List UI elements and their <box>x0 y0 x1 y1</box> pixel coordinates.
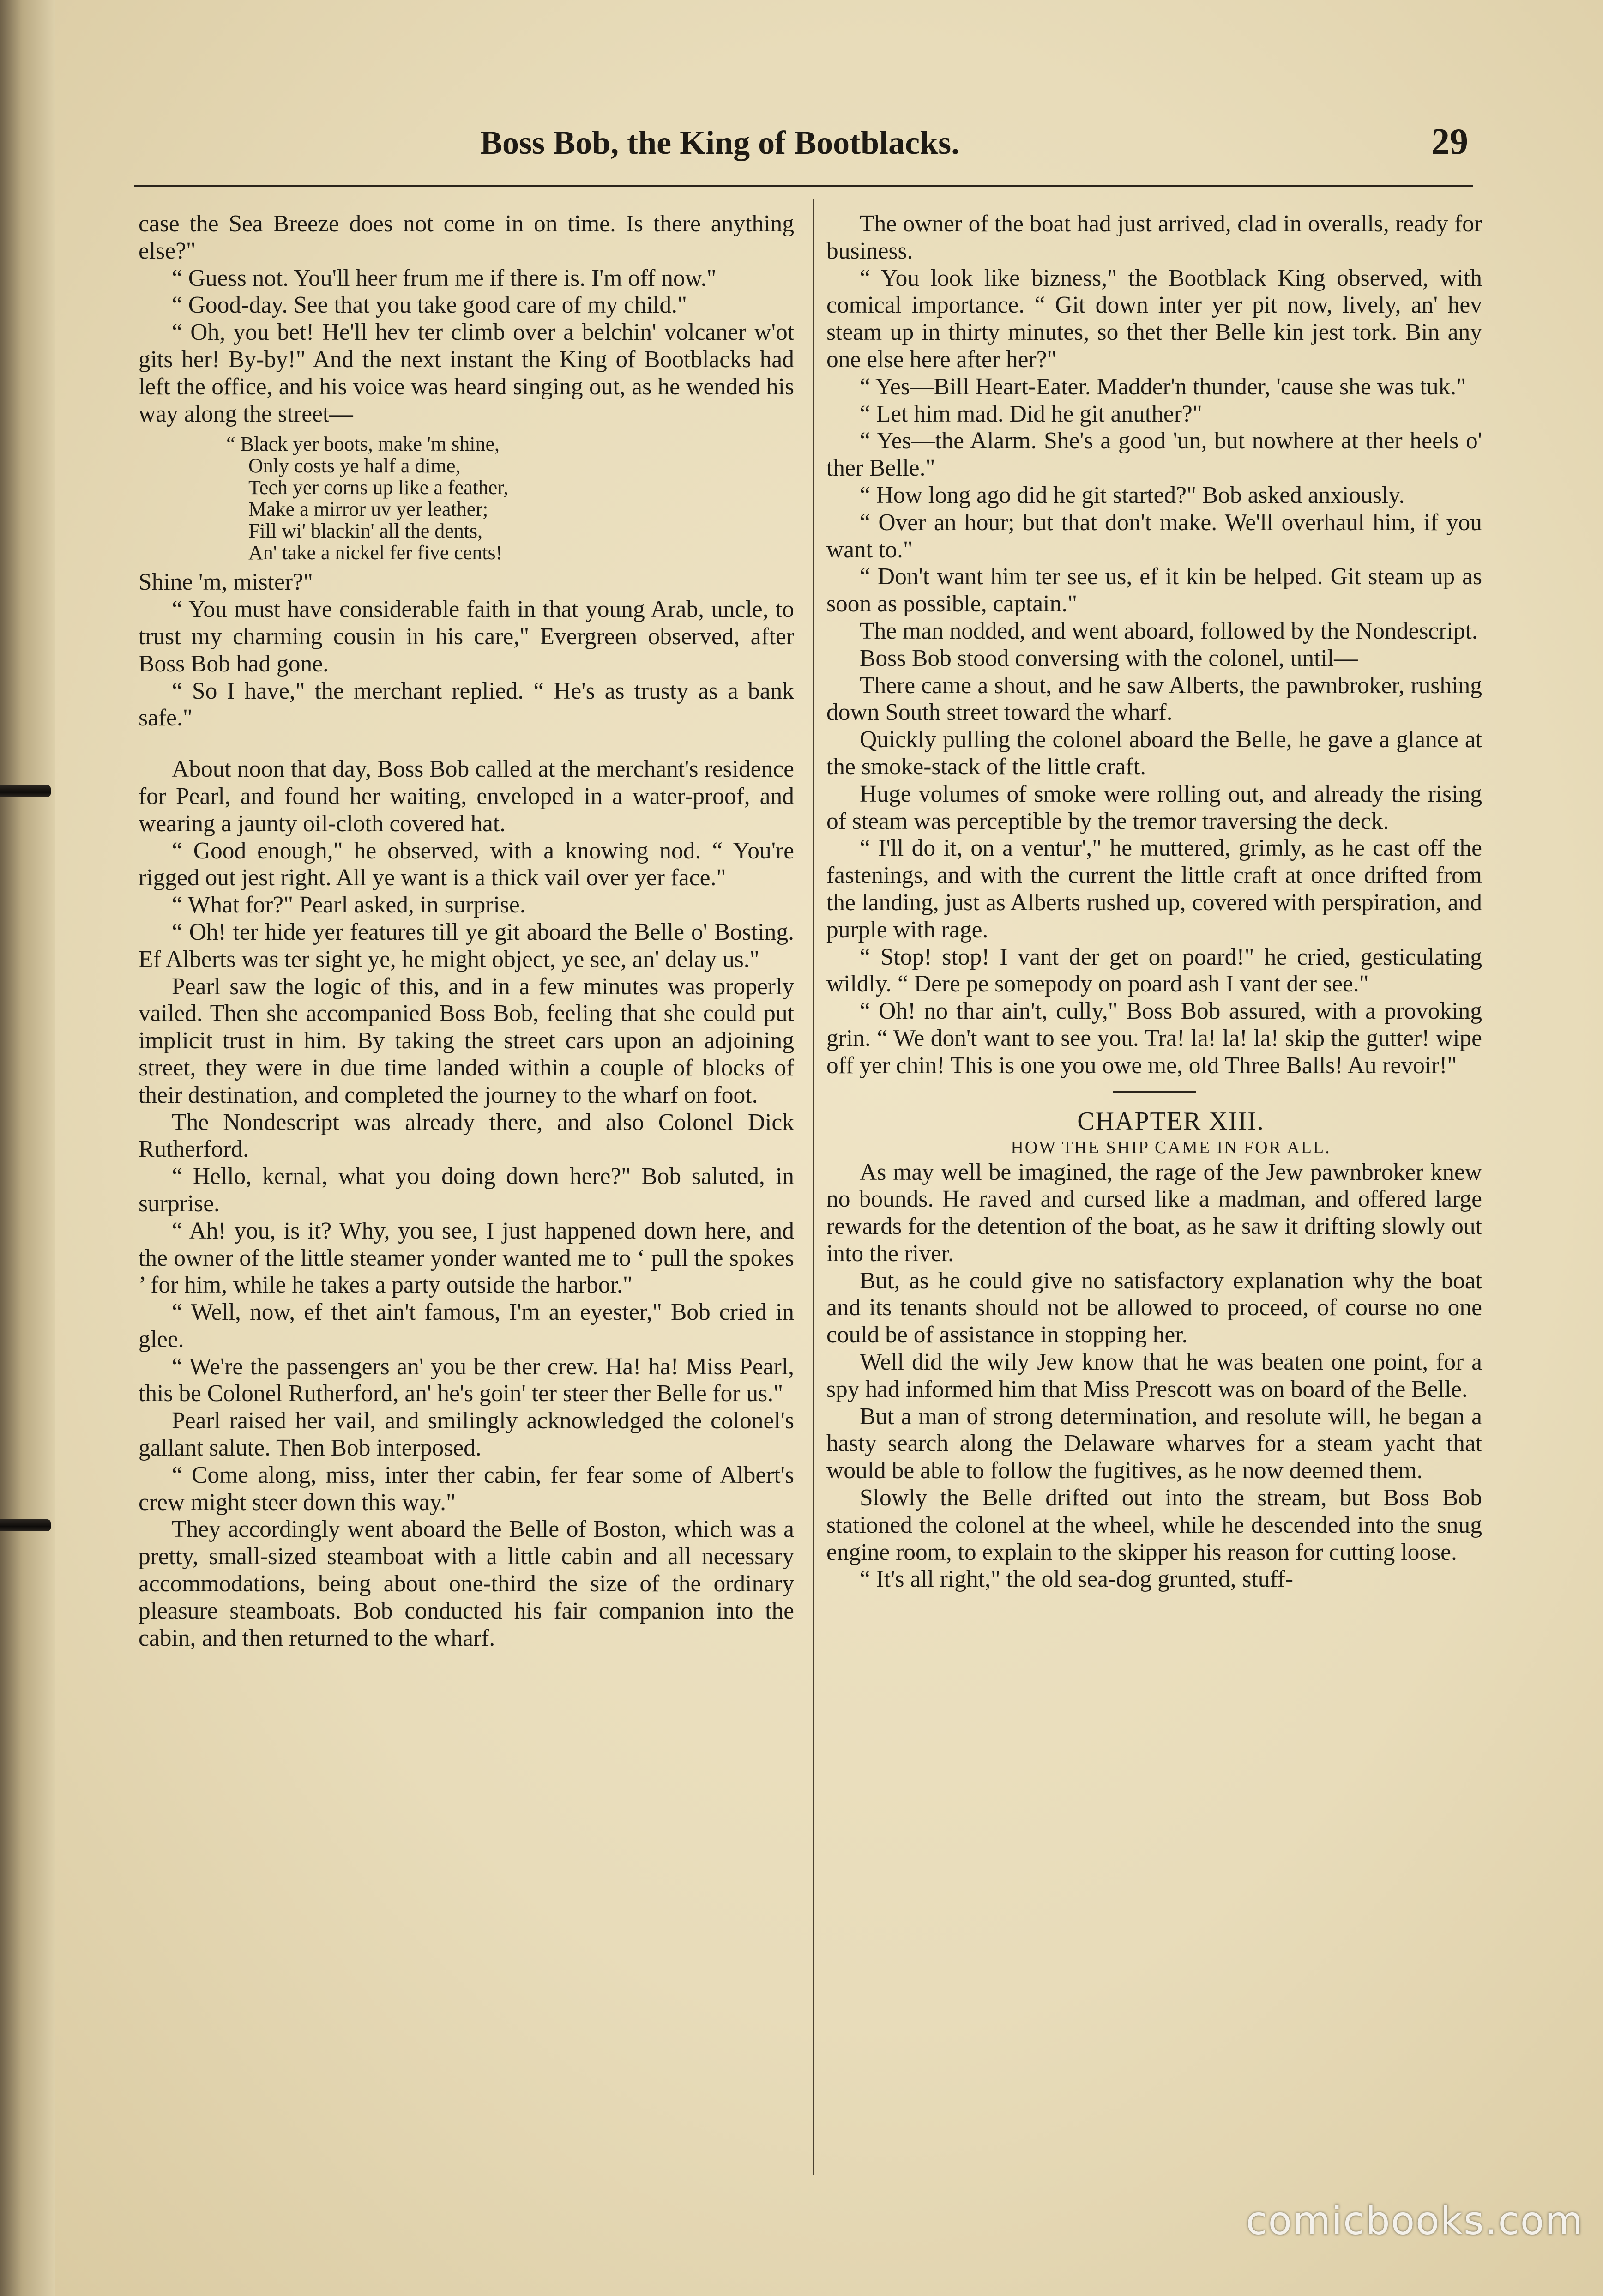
paragraph: Quickly pulling the colonel aboard the Belle, he gave a glance at the smoke-stack of the little craft. <box>826 726 1482 780</box>
watermark: comicbooks.com <box>1246 2198 1584 2243</box>
column-divider <box>813 199 814 2175</box>
paragraph: “ What for?" Pearl asked, in surprise. <box>172 892 526 918</box>
paragraph: As may well be imagined, the rage of the Jew pawnbroker knew no bounds. He raved and cursed like a madman, and offered large rewards for the detention of the boat, as he saw it drifting slowly out into the river. <box>826 1159 1482 1267</box>
paragraph: “ Hello, kernal, what you doing down here?" Bob saluted, in surprise. <box>139 1163 794 1217</box>
paragraph: “ Yes—the Alarm. She's a good 'un, but nowhere at ther heels o' ther Belle." <box>826 428 1482 482</box>
paragraph: “ We're the passengers an' you be ther crew. Ha! ha! Miss Pearl, this be Colonel Rutherford, an' he's goin' ter steer ther Belle for us." <box>139 1353 794 1407</box>
paragraph: Pearl saw the logic of this, and in a few minutes was properly vailed. Then she accompanied Boss Bob, feeling that she could put implicit trust in him. By taking the street cars upon an adjoining street, they were in due time landed within a couple of blocks of their destination, and completed the journey to the wharf on foot. <box>139 973 794 1108</box>
paragraph: Pearl raised her vail, and smilingly acknowledged the colonel's gallant salute. Then Bob interposed. <box>139 1408 794 1462</box>
paragraph: “ Let him mad. Did he git anuther?" <box>860 400 1202 427</box>
staple-bottom <box>0 1519 51 1531</box>
paragraph: “ You must have considerable faith in that young Arab, uncle, to trust my charming cousin in his care," Evergreen observed, after Boss Bob had gone. <box>139 596 794 677</box>
paragraph: “ How long ago did he git started?" Bob asked anxiously. <box>860 482 1405 508</box>
song-verse <box>226 433 794 563</box>
paragraph: Boss Bob stood conversing with the colonel, until— <box>860 645 1358 671</box>
paragraph: “ Oh! ter hide yer features till ye git aboard the Belle o' Bosting. Ef Alberts was ter sight ye, he might object, ye see, an' delay us." <box>139 918 794 973</box>
verse-line: Tech yer corns up like a feather, <box>248 476 509 499</box>
staple-top <box>0 785 51 797</box>
paragraph: About noon that day, Boss Bob called at the merchant's residence for Pearl, and found her waiting, enveloped in a water-proof, and wearing a jaunty oil-cloth covered hat. <box>139 756 794 837</box>
paragraph: “ Good enough," he observed, with a knowing nod. “ You're rigged out jest right. All ye want is a thick vail over yer face." <box>139 837 794 891</box>
scene-break-rule <box>1113 1091 1196 1093</box>
header-rule <box>134 185 1473 187</box>
page-number: 29 <box>1431 121 1468 162</box>
paragraph: “ You look like bizness," the Bootblack King observed, with comical importance. “ Git down inter yer pit now, lively, an' hev steam up in thirty minutes, so thet ther Belle kin jest tork. Bin any one else here after her?" <box>826 265 1482 373</box>
binding-gutter <box>0 0 55 2296</box>
paragraph: But, as he could give no satisfactory explanation why the boat and its tenants should not be allowed to proceed, of course no one could be of assistance in stopping her. <box>826 1267 1482 1348</box>
verse-line: Only costs ye half a dime, <box>248 454 461 477</box>
paragraph: The Nondescript was already there, and also Colonel Dick Rutherford. <box>139 1109 794 1163</box>
left-column <box>139 211 794 1652</box>
paragraph: “ Guess not. You'll heer frum me if there is. I'm off now." <box>172 265 717 291</box>
paragraph: “ Come along, miss, inter ther cabin, fer fear some of Albert's crew might steer down this way." <box>139 1462 794 1516</box>
paragraph: They accordingly went aboard the Belle of Boston, which was a pretty, small-sized steamboat with a little cabin and all necessary accommodations, being about one-third the size of the ordinary pleasure steamboats. Bob conducted his fair companion into the cabin, and then returned to the wharf. <box>139 1516 794 1651</box>
paragraph: “ Well, now, ef thet ain't famous, I'm an eyester," Bob cried in glee. <box>139 1299 794 1353</box>
verse-line: Fill wi' blackin' all the dents, <box>248 520 483 543</box>
paragraph: “ So I have," the merchant replied. “ He's as trusty as a bank safe." <box>139 677 794 731</box>
chapter-subtitle: HOW THE SHIP CAME IN FOR ALL. <box>1011 1137 1331 1157</box>
paragraph: “ Don't want him ter see us, ef it kin be helped. Git steam up as soon as possible, captain." <box>826 563 1482 617</box>
paragraph: “ Oh! no thar ain't, cully," Boss Bob assured, with a provoking grin. “ We don't want to see you. Tra! la! la! la! skip the gutter! wipe off yer chin! This is one you owe me, old Three Balls! Au revoir!" <box>826 998 1482 1079</box>
paragraph: “ Stop! stop! I vant der get on poard!" he cried, gesticulating wildly. “ Dere pe somepody on poard ash I vant der see." <box>826 943 1482 997</box>
verse-line: Make a mirror uv yer leather; <box>248 498 488 521</box>
verse-line: “ Black yer boots, make 'm shine, <box>226 433 500 456</box>
paragraph: Shine 'm, mister?" <box>139 569 313 596</box>
paragraph: “ I'll do it, on a ventur'," he muttered, grimly, as he cast off the fastenings, and with the current the little craft at once drifted from the landing, just as Alberts rushed up, covered with perspiration, and purple with rage. <box>826 835 1482 943</box>
paragraph: case the Sea Breeze does not come in on time. Is there anything else?" <box>139 211 794 264</box>
paragraph: Slowly the Belle drifted out into the stream, but Boss Bob stationed the colonel at the wheel, while he descended into the snug engine room, to explain to the skipper his reason for cutting loose. <box>826 1485 1482 1565</box>
paragraph: Huge volumes of smoke were rolling out, and already the rising of steam was perceptible by the tremor traversing the deck. <box>826 780 1482 834</box>
paragraph: “ Oh, you bet! He'll hev ter climb over a belchin' volcaner w'ot gits her! By-by!" And the next instant the King of Bootblacks had left the office, and his voice was heard singing out, as he wended his way along the street— <box>139 319 794 427</box>
paragraph: “ Good-day. See that you take good care of my child." <box>172 292 687 319</box>
paragraph: But a man of strong determination, and resolute will, he began a hasty search along the Delaware wharves for a steam yacht that would be able to follow the fugitives, as he now deemed them. <box>826 1403 1482 1484</box>
paragraph: “ Over an hour; but that don't make. We'll overhaul him, if you want to." <box>826 509 1482 563</box>
running-head: Boss Bob, the King of Bootblacks. <box>480 124 960 161</box>
paragraph: There came a shout, and he saw Alberts, the pawnbroker, rushing down South street toward the wharf. <box>826 672 1482 726</box>
paragraph: “ It's all right," the old sea-dog grunted, stuff- <box>860 1566 1293 1593</box>
right-column <box>826 211 1482 1593</box>
paragraph: “ Ah! you, is it? Why, you see, I just happened down here, and the owner of the little steamer yonder wanted me to ‘ pull the spokes ’ for him, while he takes a party outside the harbor." <box>139 1217 794 1299</box>
paragraph: “ Yes—Bill Heart-Eater. Madder'n thunder, 'cause she was tuk." <box>860 373 1466 400</box>
paragraph: The man nodded, and went aboard, followed by the Nondescript. <box>860 617 1478 644</box>
chapter-title: CHAPTER XIII. <box>1077 1106 1265 1136</box>
verse-line: An' take a nickel fer five cents! <box>248 541 503 564</box>
paragraph: Well did the wily Jew know that he was beaten one point, for a spy had informed him that Miss Prescott was on board of the Belle. <box>826 1349 1482 1402</box>
paragraph: The owner of the boat had just arrived, clad in overalls, ready for business. <box>826 211 1482 264</box>
